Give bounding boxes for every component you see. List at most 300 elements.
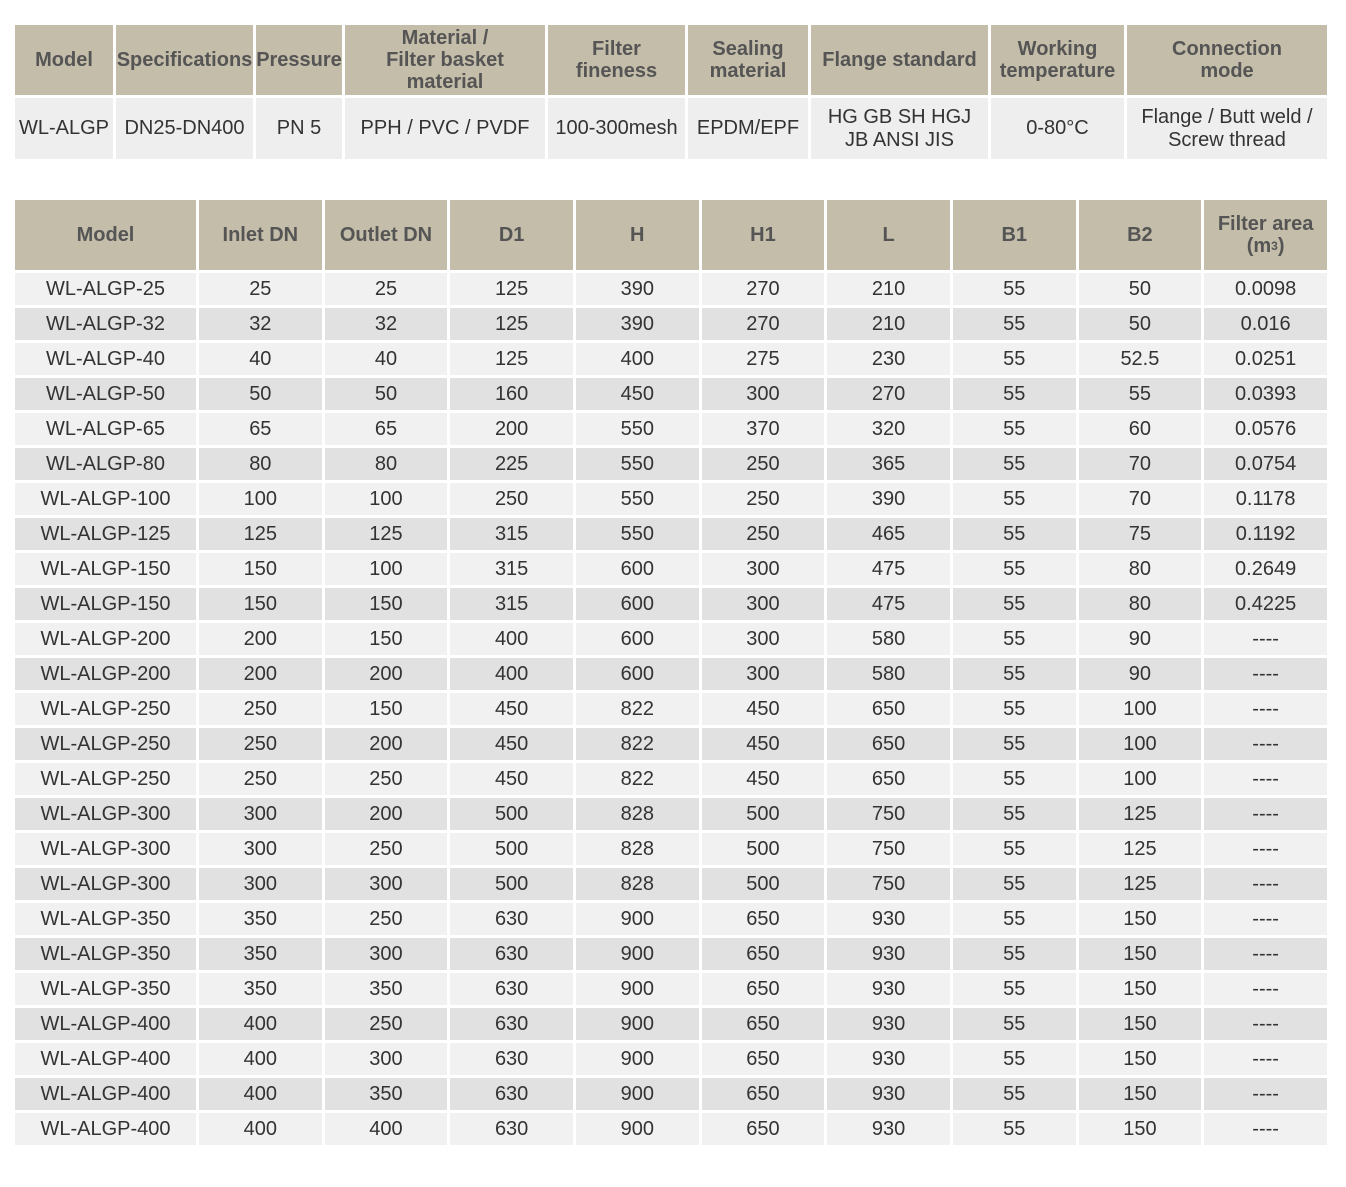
cell-l: 650 [827,728,950,760]
cell-model: WL-ALGP-300 [15,798,196,830]
cell-model: WL-ALGP-250 [15,763,196,795]
cell-h: 828 [576,798,699,830]
cell-b1: 55 [953,693,1076,725]
cell-h1: 250 [702,483,825,515]
table-row [15,798,1327,830]
cell-outlet-dn: 300 [325,1043,448,1075]
cell-l: 365 [827,448,950,480]
cell-b1: 55 [953,763,1076,795]
table-row [15,273,1327,305]
cell-d1: 450 [450,728,573,760]
cell-inlet-dn: 40 [199,343,322,375]
cell-outlet-dn: 150 [325,693,448,725]
cell-outlet-dn: 250 [325,903,448,935]
cell-inlet-dn: 150 [199,588,322,620]
spec-header-material: Material / Filter basket material [345,25,545,95]
cell-h1: 500 [702,833,825,865]
dim-header-inlet-dn: Inlet DN [199,200,322,270]
cell-filter-area: ---- [1204,903,1327,935]
cell-h1: 650 [702,1078,825,1110]
spec-cell-pressure: PN 5 [256,98,342,159]
cell-b2: 100 [1079,693,1202,725]
cell-h1: 300 [702,623,825,655]
cell-h: 900 [576,938,699,970]
cell-b2: 50 [1079,273,1202,305]
cell-filter-area: ---- [1204,763,1327,795]
cell-outlet-dn: 350 [325,973,448,1005]
cell-outlet-dn: 200 [325,798,448,830]
cell-b2: 125 [1079,868,1202,900]
cell-b1: 55 [953,938,1076,970]
table-row [15,1078,1327,1110]
cell-model: WL-ALGP-40 [15,343,196,375]
cell-h1: 500 [702,868,825,900]
cell-b1: 55 [953,833,1076,865]
cell-h: 390 [576,273,699,305]
cell-h: 900 [576,1078,699,1110]
cell-model: WL-ALGP-400 [15,1078,196,1110]
cell-l: 930 [827,903,950,935]
cell-h1: 500 [702,798,825,830]
cell-model: WL-ALGP-150 [15,588,196,620]
cell-b2: 90 [1079,658,1202,690]
cell-inlet-dn: 300 [199,798,322,830]
cell-model: WL-ALGP-250 [15,693,196,725]
cell-model: WL-ALGP-350 [15,903,196,935]
cell-inlet-dn: 32 [199,308,322,340]
filter-area-unit-close: ) [1277,235,1285,257]
cell-b1: 55 [953,728,1076,760]
cell-h: 550 [576,483,699,515]
cell-d1: 160 [450,378,573,410]
spec-cell-material: PPH / PVC / PVDF [345,98,545,159]
table-row [15,623,1327,655]
cell-h1: 370 [702,413,825,445]
cell-d1: 250 [450,483,573,515]
cell-h1: 270 [702,273,825,305]
cell-filter-area: ---- [1204,1008,1327,1040]
dim-header-filter-area [1204,200,1327,270]
spec-header-connection-mode: Connection mode [1127,25,1327,95]
cell-h1: 250 [702,448,825,480]
dim-header-h: H [576,200,699,270]
cell-d1: 125 [450,343,573,375]
cell-h: 600 [576,553,699,585]
cell-h: 900 [576,1008,699,1040]
spec-header-row [15,25,1327,95]
cell-b2: 125 [1079,833,1202,865]
cell-b2: 70 [1079,448,1202,480]
cell-l: 930 [827,1113,950,1145]
cell-l: 580 [827,658,950,690]
specification-table [12,22,1330,162]
cell-b1: 55 [953,1043,1076,1075]
spec-header-model: Model [15,25,113,95]
cell-h1: 300 [702,588,825,620]
cell-filter-area: 0.0098 [1204,273,1327,305]
cell-h: 900 [576,973,699,1005]
cell-b2: 100 [1079,728,1202,760]
cell-d1: 315 [450,588,573,620]
cell-d1: 630 [450,1008,573,1040]
cell-outlet-dn: 50 [325,378,448,410]
cell-d1: 450 [450,693,573,725]
cell-b2: 150 [1079,1043,1202,1075]
dim-header-h1: H1 [702,200,825,270]
table-row [15,588,1327,620]
cell-d1: 630 [450,1043,573,1075]
cell-outlet-dn: 65 [325,413,448,445]
cell-h: 822 [576,763,699,795]
cell-b2: 125 [1079,798,1202,830]
cell-outlet-dn: 125 [325,518,448,550]
cell-filter-area: 0.0393 [1204,378,1327,410]
cell-b1: 55 [953,1008,1076,1040]
cell-b2: 75 [1079,518,1202,550]
table-row [15,483,1327,515]
cell-inlet-dn: 200 [199,658,322,690]
cell-h1: 250 [702,518,825,550]
cell-h1: 450 [702,728,825,760]
table-row [15,1113,1327,1145]
cell-h1: 450 [702,693,825,725]
cell-h: 900 [576,1043,699,1075]
cell-d1: 125 [450,273,573,305]
cell-b1: 55 [953,553,1076,585]
cell-outlet-dn: 300 [325,868,448,900]
cell-h1: 300 [702,553,825,585]
cell-b1: 55 [953,1113,1076,1145]
cell-inlet-dn: 400 [199,1113,322,1145]
table-row [15,378,1327,410]
cell-outlet-dn: 25 [325,273,448,305]
cell-filter-area: 0.0576 [1204,413,1327,445]
cell-outlet-dn: 250 [325,1008,448,1040]
cell-h1: 275 [702,343,825,375]
cell-d1: 450 [450,763,573,795]
spec-cell-specifications: DN25-DN400 [116,98,253,159]
cell-b1: 55 [953,483,1076,515]
cell-d1: 630 [450,1113,573,1145]
cell-outlet-dn: 32 [325,308,448,340]
cell-l: 210 [827,308,950,340]
cell-b1: 55 [953,413,1076,445]
table-row [15,693,1327,725]
cell-b1: 55 [953,903,1076,935]
cell-filter-area: 0.0754 [1204,448,1327,480]
cell-b2: 150 [1079,1113,1202,1145]
cell-inlet-dn: 80 [199,448,322,480]
cell-b1: 55 [953,308,1076,340]
cell-filter-area: ---- [1204,1043,1327,1075]
cell-model: WL-ALGP-125 [15,518,196,550]
cell-h: 600 [576,658,699,690]
spec-header-pressure: Pressure [256,25,342,95]
cell-l: 475 [827,588,950,620]
cell-b2: 80 [1079,588,1202,620]
cell-outlet-dn: 350 [325,1078,448,1110]
cell-model: WL-ALGP-250 [15,728,196,760]
spec-data-row [15,98,1327,159]
cell-inlet-dn: 50 [199,378,322,410]
cell-h: 390 [576,308,699,340]
cell-h1: 650 [702,1113,825,1145]
cell-l: 750 [827,833,950,865]
dim-header-model: Model [15,200,196,270]
cell-b1: 55 [953,1078,1076,1110]
cell-outlet-dn: 80 [325,448,448,480]
cell-model: WL-ALGP-300 [15,833,196,865]
dim-header-row [15,200,1327,270]
spec-cell-filter-fineness: 100-300mesh [548,98,685,159]
cell-h: 550 [576,413,699,445]
cell-outlet-dn: 40 [325,343,448,375]
cell-inlet-dn: 400 [199,1008,322,1040]
spec-cell-model: WL-ALGP [15,98,113,159]
cell-h: 900 [576,903,699,935]
cell-d1: 315 [450,553,573,585]
cell-d1: 630 [450,903,573,935]
dim-header-b1: B1 [953,200,1076,270]
cell-b1: 55 [953,973,1076,1005]
table-row [15,833,1327,865]
cell-h: 822 [576,728,699,760]
cell-h: 900 [576,1113,699,1145]
spec-cell-sealing-material: EPDM/EPF [688,98,808,159]
cell-outlet-dn: 200 [325,728,448,760]
cell-b1: 55 [953,588,1076,620]
cell-inlet-dn: 300 [199,833,322,865]
cell-d1: 400 [450,658,573,690]
cell-h: 822 [576,693,699,725]
dim-header-l: L [827,200,950,270]
cell-inlet-dn: 350 [199,973,322,1005]
cell-h1: 300 [702,378,825,410]
cell-b1: 55 [953,658,1076,690]
cell-inlet-dn: 65 [199,413,322,445]
dimension-table [12,197,1330,1148]
table-row [15,308,1327,340]
cell-outlet-dn: 400 [325,1113,448,1145]
cell-inlet-dn: 300 [199,868,322,900]
cell-outlet-dn: 200 [325,658,448,690]
cell-h1: 270 [702,308,825,340]
table-row [15,1008,1327,1040]
cell-b1: 55 [953,623,1076,655]
cell-l: 210 [827,273,950,305]
table-row [15,413,1327,445]
table-row [15,518,1327,550]
cell-filter-area: ---- [1204,1113,1327,1145]
cell-filter-area: 0.016 [1204,308,1327,340]
cell-h1: 300 [702,658,825,690]
cell-d1: 500 [450,798,573,830]
cell-h: 450 [576,378,699,410]
cell-l: 270 [827,378,950,410]
cell-l: 475 [827,553,950,585]
cell-d1: 225 [450,448,573,480]
cell-l: 930 [827,973,950,1005]
table-row [15,448,1327,480]
cell-model: WL-ALGP-80 [15,448,196,480]
cell-model: WL-ALGP-50 [15,378,196,410]
filter-area-label: Filter area [1217,213,1314,235]
cell-b2: 55 [1079,378,1202,410]
dim-header-outlet-dn: Outlet DN [325,200,448,270]
cell-l: 750 [827,868,950,900]
cell-b1: 55 [953,343,1076,375]
spec-header-specifications: Specifications [116,25,253,95]
cell-b2: 150 [1079,1078,1202,1110]
cell-model: WL-ALGP-350 [15,938,196,970]
cell-b2: 150 [1079,938,1202,970]
cell-b2: 50 [1079,308,1202,340]
spec-cell-working-temperature: 0-80°C [991,98,1124,159]
cell-l: 650 [827,763,950,795]
cell-b2: 80 [1079,553,1202,585]
cell-b2: 150 [1079,973,1202,1005]
cell-model: WL-ALGP-200 [15,658,196,690]
cell-inlet-dn: 125 [199,518,322,550]
spec-header-flange-standard: Flange standard [811,25,988,95]
cell-b2: 100 [1079,763,1202,795]
cell-h1: 650 [702,1008,825,1040]
spec-cell-connection-mode: Flange / Butt weld / Screw thread [1127,98,1327,159]
table-row [15,658,1327,690]
cell-b1: 55 [953,518,1076,550]
cell-inlet-dn: 100 [199,483,322,515]
cell-b2: 150 [1079,903,1202,935]
cell-filter-area: ---- [1204,623,1327,655]
cell-model: WL-ALGP-65 [15,413,196,445]
dimension-table-body [15,273,1327,1145]
cell-inlet-dn: 250 [199,693,322,725]
cell-d1: 500 [450,868,573,900]
cell-model: WL-ALGP-400 [15,1113,196,1145]
cell-b2: 60 [1079,413,1202,445]
cell-d1: 125 [450,308,573,340]
cell-d1: 200 [450,413,573,445]
cell-inlet-dn: 350 [199,938,322,970]
table-row [15,728,1327,760]
cell-h: 600 [576,588,699,620]
cell-h: 400 [576,343,699,375]
cell-model: WL-ALGP-400 [15,1043,196,1075]
cell-d1: 630 [450,1078,573,1110]
cell-inlet-dn: 400 [199,1078,322,1110]
cell-b2: 52.5 [1079,343,1202,375]
cell-outlet-dn: 250 [325,833,448,865]
cell-l: 650 [827,693,950,725]
cell-filter-area: 0.0251 [1204,343,1327,375]
cell-inlet-dn: 350 [199,903,322,935]
table-row [15,553,1327,585]
cell-outlet-dn: 100 [325,553,448,585]
cell-model: WL-ALGP-200 [15,623,196,655]
cell-h1: 650 [702,973,825,1005]
spec-header-working-temperature: Working temperature [991,25,1124,95]
cell-b2: 90 [1079,623,1202,655]
cell-filter-area: ---- [1204,1078,1327,1110]
spec-header-filter-fineness: Filter fineness [548,25,685,95]
cell-filter-area: ---- [1204,973,1327,1005]
cell-h1: 650 [702,903,825,935]
cell-h1: 650 [702,1043,825,1075]
cell-filter-area: ---- [1204,868,1327,900]
cell-inlet-dn: 250 [199,728,322,760]
cell-b2: 70 [1079,483,1202,515]
cell-model: WL-ALGP-400 [15,1008,196,1040]
cell-d1: 630 [450,973,573,1005]
cell-outlet-dn: 250 [325,763,448,795]
table-row [15,1043,1327,1075]
cell-outlet-dn: 150 [325,588,448,620]
cell-d1: 630 [450,938,573,970]
cell-model: WL-ALGP-100 [15,483,196,515]
table-row [15,868,1327,900]
cell-inlet-dn: 200 [199,623,322,655]
cell-l: 465 [827,518,950,550]
cell-b1: 55 [953,273,1076,305]
table-row [15,343,1327,375]
cell-model: WL-ALGP-350 [15,973,196,1005]
cell-outlet-dn: 100 [325,483,448,515]
cell-model: WL-ALGP-25 [15,273,196,305]
cell-outlet-dn: 300 [325,938,448,970]
cell-outlet-dn: 150 [325,623,448,655]
cell-filter-area: 0.4225 [1204,588,1327,620]
cell-l: 230 [827,343,950,375]
cell-model: WL-ALGP-300 [15,868,196,900]
cell-model: WL-ALGP-150 [15,553,196,585]
filter-area-unit-sup: 3 [1271,239,1278,253]
cell-filter-area: ---- [1204,693,1327,725]
table-row [15,903,1327,935]
cell-model: WL-ALGP-32 [15,308,196,340]
spec-header-sealing-material: Sealing material [688,25,808,95]
cell-b1: 55 [953,868,1076,900]
cell-l: 320 [827,413,950,445]
dim-header-b2: B2 [1079,200,1202,270]
cell-filter-area: 0.2649 [1204,553,1327,585]
cell-l: 930 [827,1078,950,1110]
cell-l: 750 [827,798,950,830]
cell-d1: 400 [450,623,573,655]
cell-l: 930 [827,938,950,970]
cell-inlet-dn: 400 [199,1043,322,1075]
cell-inlet-dn: 250 [199,763,322,795]
table-row [15,973,1327,1005]
cell-b1: 55 [953,798,1076,830]
cell-d1: 315 [450,518,573,550]
cell-filter-area: 0.1192 [1204,518,1327,550]
dim-header-d1: D1 [450,200,573,270]
cell-l: 580 [827,623,950,655]
cell-inlet-dn: 150 [199,553,322,585]
cell-filter-area: ---- [1204,833,1327,865]
cell-b2: 150 [1079,1008,1202,1040]
cell-filter-area: ---- [1204,798,1327,830]
cell-h1: 650 [702,938,825,970]
cell-l: 390 [827,483,950,515]
cell-h: 550 [576,518,699,550]
cell-h: 828 [576,868,699,900]
cell-h: 550 [576,448,699,480]
cell-filter-area: 0.1178 [1204,483,1327,515]
cell-b1: 55 [953,448,1076,480]
cell-l: 930 [827,1008,950,1040]
cell-l: 930 [827,1043,950,1075]
